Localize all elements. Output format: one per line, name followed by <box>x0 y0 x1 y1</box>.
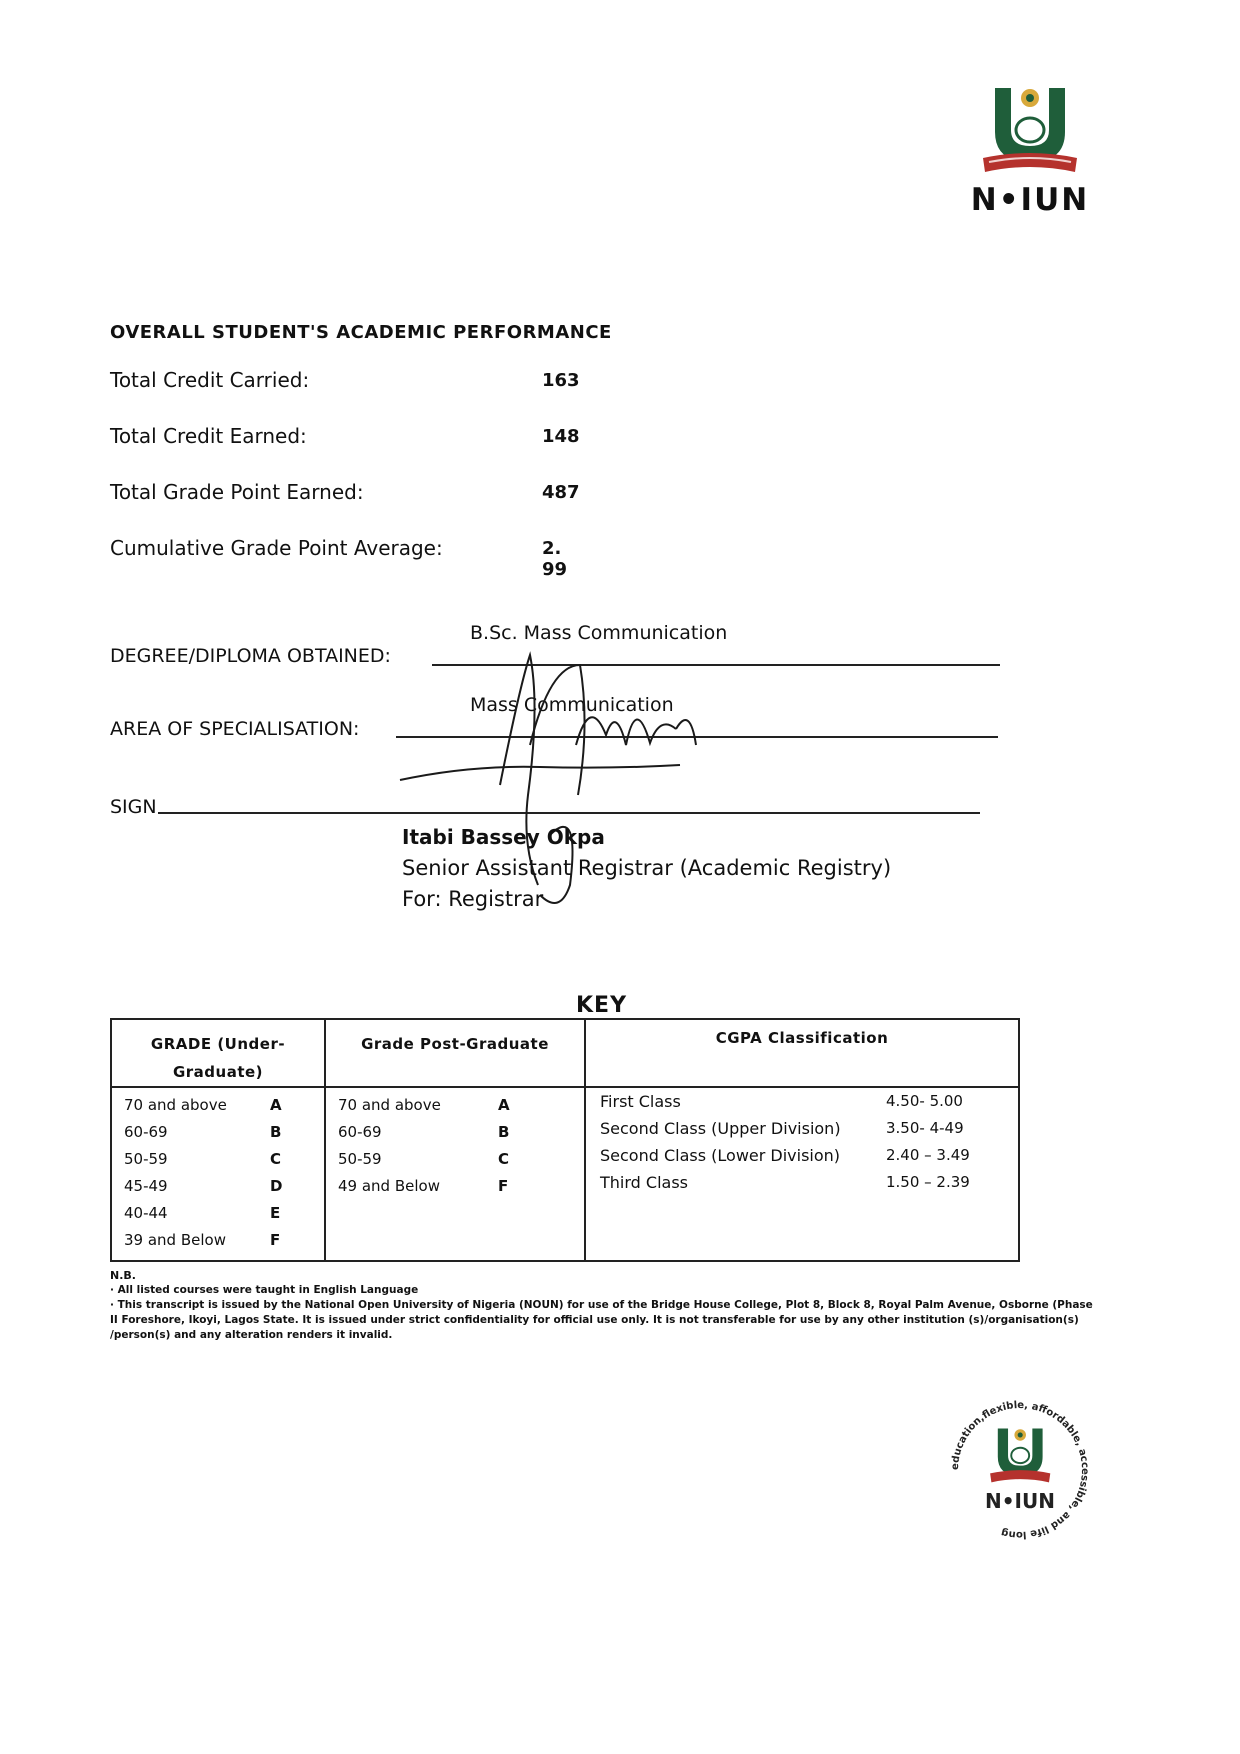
cgpa-range: 2.40 – 3.49 <box>886 1146 970 1164</box>
cgpa-column <box>586 1020 1018 1260</box>
grade-row <box>112 1227 324 1254</box>
grade-letter: C <box>270 1150 282 1168</box>
signer-title: Senior Assistant Registrar (Academic Registry) <box>402 856 892 880</box>
grade-row <box>112 1200 324 1227</box>
notes-line1: · All listed courses were taught in English Language <box>110 1284 419 1296</box>
grade-range: 39 and Below <box>124 1231 226 1249</box>
cgpa-class: First Class <box>600 1092 681 1111</box>
specialisation-line <box>396 736 998 738</box>
cgpa-range: 3.50- 4-49 <box>886 1119 964 1137</box>
notes-heading: N.B. <box>110 1269 136 1282</box>
degree-label: DEGREE/DIPLOMA OBTAINED: <box>110 645 391 667</box>
sign-line <box>158 812 980 814</box>
cgpa-row <box>586 1088 1018 1115</box>
perf-label: Total Credit Earned: <box>110 424 307 448</box>
key-table <box>110 1018 1020 1262</box>
notes <box>110 1268 1095 1343</box>
stamp-wordmark: N•IUN <box>985 1489 1055 1513</box>
grade-letter: F <box>498 1177 509 1195</box>
grade-letter: F <box>270 1231 281 1249</box>
postgrad-header: Grade Post-Graduate <box>326 1020 584 1088</box>
stamp-crest-icon <box>990 1429 1050 1483</box>
logo-wordmark: N•IUN <box>970 182 1090 218</box>
cgpa-range: 1.50 – 2.39 <box>886 1173 970 1191</box>
grade-row <box>326 1092 584 1119</box>
perf-label: Cumulative Grade Point Average: <box>110 536 443 560</box>
cgpa-class: Second Class (Upper Division) <box>600 1119 841 1138</box>
grade-letter: A <box>498 1096 510 1114</box>
cgpa-row <box>586 1169 1018 1196</box>
perf-row-cgpa <box>110 536 568 580</box>
notes-line2: · This transcript is issued by the National Open University of Nigeria (NOUN) for use of the Bridge House College, Plot 8, Block 8, Royal Palm Avenue, Osborne (Phase II Foreshore, Ikoyi, Lagos State. It is issued under strict confidentiality for official use only. It is not transferable for use by any other institution (s)/organisation(s) /person(s) and any alteration renders it invalid. <box>110 1299 1093 1341</box>
specialisation-value: Mass Communication <box>470 694 674 716</box>
perf-value: 148 <box>542 426 580 447</box>
university-stamp <box>940 1390 1100 1550</box>
grade-row <box>112 1119 324 1146</box>
cgpa-row <box>586 1142 1018 1169</box>
degree-line <box>432 664 1000 666</box>
perf-label: Total Credit Carried: <box>110 368 310 392</box>
grade-row <box>326 1146 584 1173</box>
grade-range: 60-69 <box>124 1123 168 1141</box>
perf-row-grade-point <box>110 480 580 504</box>
noun-logo <box>960 84 1100 218</box>
undergrad-header-line1: GRADE (Under- <box>150 1035 286 1053</box>
grade-letter: A <box>270 1096 282 1114</box>
grade-range: 70 and above <box>124 1096 227 1114</box>
cgpa-row <box>586 1115 1018 1142</box>
svg-text:education,flexible, affordable: education,flexible, affordable, accessible, and life long <box>949 1399 1091 1541</box>
cgpa-range: 4.50- 5.00 <box>886 1092 963 1110</box>
grade-row <box>112 1173 324 1200</box>
section-title: OVERALL STUDENT'S ACADEMIC PERFORMANCE <box>110 322 612 343</box>
cgpa-class: Second Class (Lower Division) <box>600 1146 841 1165</box>
key-title: KEY <box>576 993 628 1018</box>
perf-label: Total Grade Point Earned: <box>110 480 364 504</box>
grade-letter: C <box>498 1150 510 1168</box>
grade-range: 50-59 <box>338 1150 382 1168</box>
signer-name: Itabi Bassey Okpa <box>402 825 605 849</box>
noun-crest-icon <box>975 84 1085 184</box>
specialisation-label: AREA OF SPECIALISATION: <box>110 718 360 740</box>
grade-range: 70 and above <box>338 1096 441 1114</box>
perf-row-credit-carried <box>110 368 580 392</box>
grade-row <box>112 1146 324 1173</box>
perf-value: 163 <box>542 370 580 391</box>
grade-range: 60-69 <box>338 1123 382 1141</box>
signer-for: For: Registrar <box>402 887 544 911</box>
undergrad-header <box>112 1020 324 1088</box>
undergrad-column <box>112 1020 326 1260</box>
grade-row <box>112 1092 324 1119</box>
grade-range: 45-49 <box>124 1177 168 1195</box>
cgpa-header: CGPA Classification <box>586 1020 1018 1088</box>
grade-row <box>326 1119 584 1146</box>
grade-range: 49 and Below <box>338 1177 440 1195</box>
signer-block <box>402 822 891 915</box>
perf-value: 2. 99 <box>542 538 568 580</box>
grade-range: 50-59 <box>124 1150 168 1168</box>
perf-row-credit-earned <box>110 424 580 448</box>
sign-label: SIGN <box>110 796 157 818</box>
cgpa-class: Third Class <box>600 1173 688 1192</box>
grade-letter: B <box>498 1123 510 1141</box>
perf-value: 487 <box>542 482 580 503</box>
undergrad-header-line2: Graduate) <box>172 1063 264 1081</box>
grade-row <box>326 1173 584 1200</box>
degree-value: B.Sc. Mass Communication <box>470 622 728 644</box>
grade-letter: B <box>270 1123 282 1141</box>
grade-letter: D <box>270 1177 283 1195</box>
grade-range: 40-44 <box>124 1204 168 1222</box>
postgrad-column <box>326 1020 586 1260</box>
grade-letter: E <box>270 1204 281 1222</box>
